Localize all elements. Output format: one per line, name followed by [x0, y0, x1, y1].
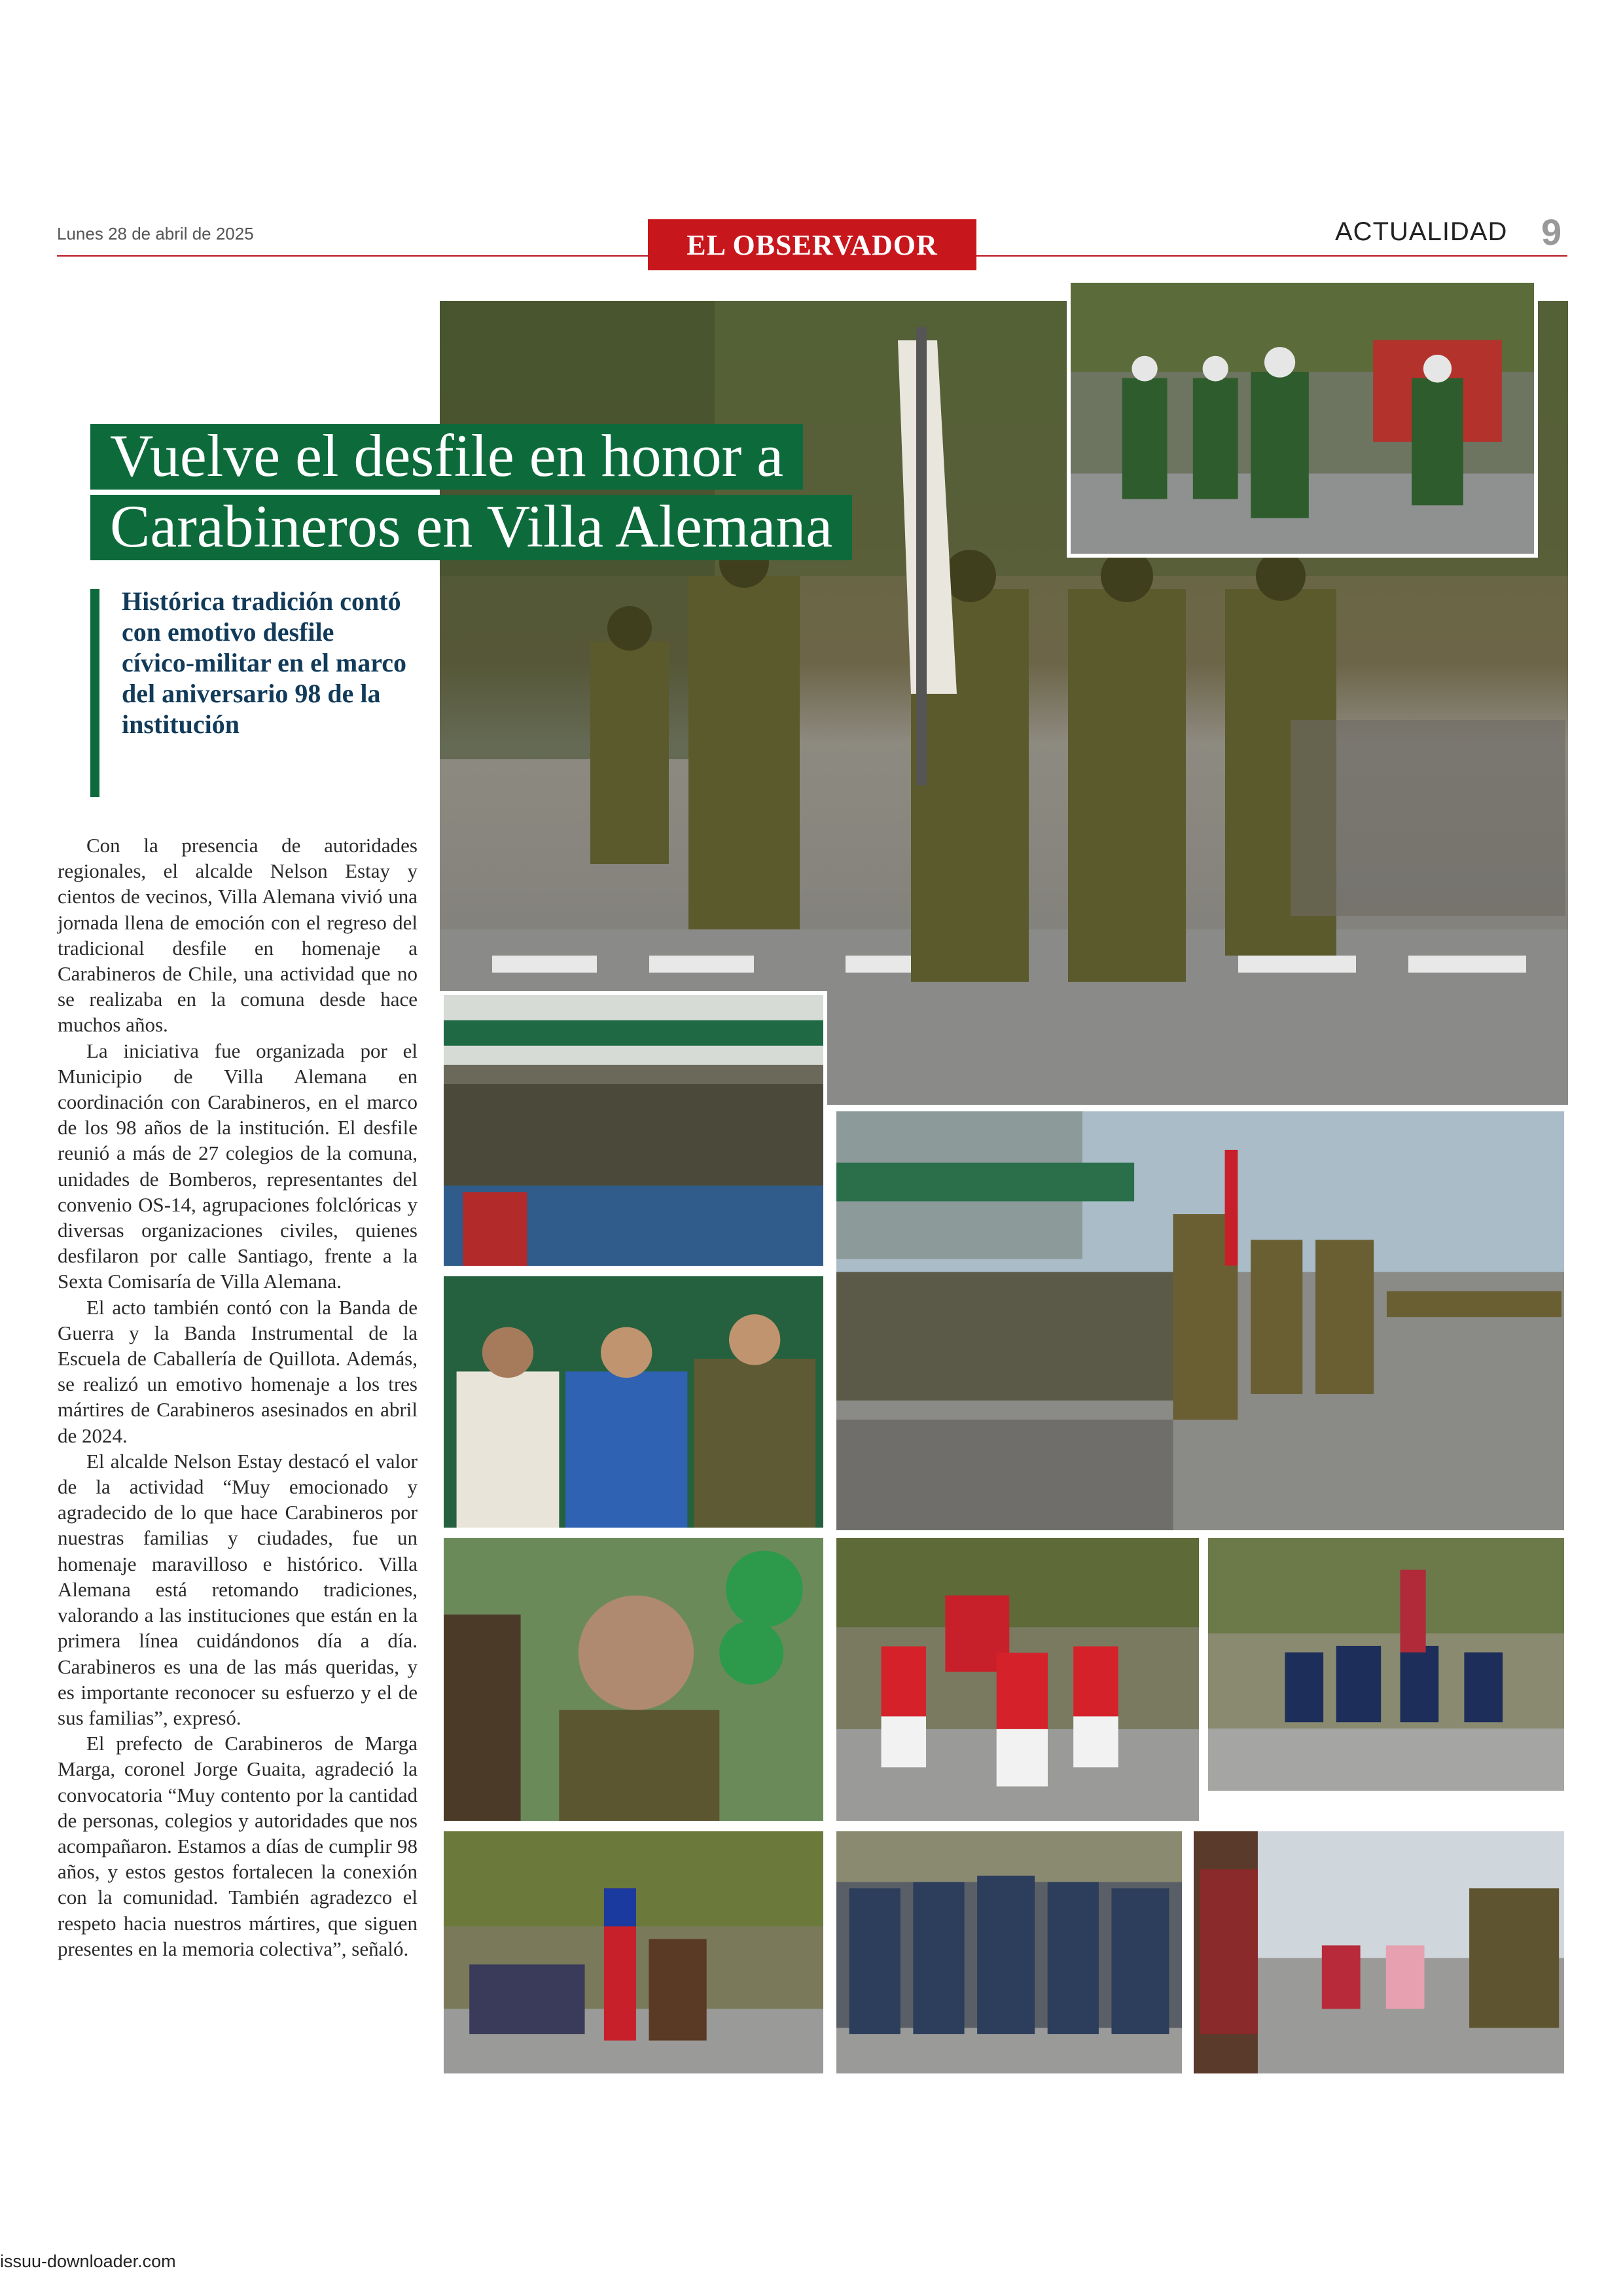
issue-date: Lunes 28 de abril de 2025: [57, 224, 254, 243]
headline-line-2: Carabineros en Villa Alemana: [90, 495, 852, 560]
photo-students-parade: [1204, 1534, 1568, 1795]
brand-text: EL OBSERVADOR: [687, 228, 938, 261]
photo-firefighters: [832, 1534, 1203, 1825]
subhead-accent-bar: [90, 589, 99, 797]
body-paragraph: La iniciativa fue organizada por el Municipio de Villa Alemana en coordinación con Carabineros, en el marco de los 98 años de la institución. El desfile reunió a más de 27 colegios de la comuna, unidades de Bomberos, representantes del convenio OS-14, agrupaciones folclóricas y diversas organizaciones civiles, quienes desfilaron por calle Santiago, frente a la Sexta Comisaría de Villa Alemana.: [58, 1039, 418, 1293]
photo-officers-with-flag: [832, 1107, 1568, 1534]
body-paragraph: El alcalde Nelson Estay destacó el valor de la actividad “Muy emocionado y agradecido de lo que hace Carabineros por nuestras familias y ciudades, fue un homenaje maravilloso e histórico. Villa Alemana está retomando tradiciones, valorando a las instituciones que están en la primera línea cuidándonos día a día. Carabineros es una de las más queridas, y es importante reconocer su esfuerzo y el de sus familias”, expresó.: [58, 1449, 418, 1729]
subhead: Histórica tradición contó con emotivo desfile cívico-militar en el marco del aniversario 98 de la institución: [122, 586, 407, 739]
article-body: [58, 833, 418, 1962]
section-label: ACTUALIDAD: [1335, 217, 1508, 246]
headline-line-1: Vuelve el desfile en honor a: [90, 424, 803, 490]
photo-authorities: [440, 1272, 827, 1532]
photo-military-band: [832, 1827, 1186, 2077]
newspaper-logo: [648, 219, 976, 270]
body-paragraph: El acto también contó con la Banda de Guerra y la Banda Instrumental de la Escuela de Caballería de Quillota. Además, se realizó un emotivo homenaje a los tres mártires de Carabineros asesinados en abril de 2024.: [58, 1295, 418, 1447]
photo-cueca-dancers: [1190, 1827, 1568, 2077]
body-paragraph: El prefecto de Carabineros de Marga Marga, coronel Jorge Guaita, agradeció la convocatoria “Muy contento por la cantidad de personas, colegios y autoridades que nos acompañaron. Estamos a días de cumplir 98 años, y estos gestos fortalecen la conexión con la comunidad. También agradezco el respeto hacia nuestros mártires, que siguen presentes en la memoria colectiva”, señaló.: [58, 1732, 418, 1960]
photo-motorcycles: [1067, 279, 1538, 558]
page-number: 9: [1541, 211, 1562, 253]
photo-folkloric-riders: [440, 1827, 827, 2077]
body-paragraph: Con la presencia de autoridades regionales, el alcalde Nelson Estay y cientos de vecinos, Villa Alemana vivió una jornada llena de emoción con el regreso del tradicional desfile en homenaje a Carabineros de Chile, una actividad que no se realizaba en la comuna desde hace muchos años.: [58, 834, 418, 1037]
source-watermark: issuu-downloader.com: [0, 2251, 176, 2271]
photo-child-uniform: [440, 1534, 827, 1825]
photo-crowd-tent: [440, 991, 827, 1270]
